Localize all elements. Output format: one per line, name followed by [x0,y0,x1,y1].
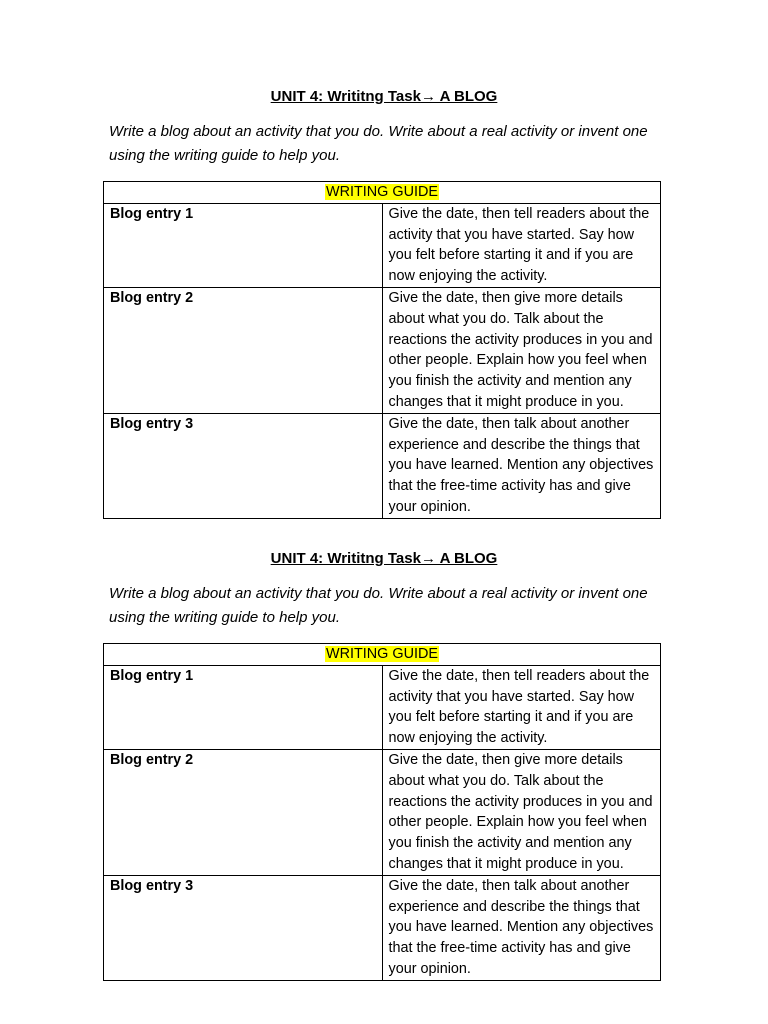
table-row [104,413,661,518]
worksheet-section-2 [0,548,768,977]
title-text: UNIT 4: Writitng Task [270,550,421,567]
blog-entry-label: Blog entry 2 [104,749,383,875]
table-header-row [104,644,661,666]
blog-entry-description: Give the date, then give more details about what you do. Talk about the reactions the activity produces in you and other people. Explain how you feel when you finish the activity and mention any changes that it might produce in you. [382,749,661,875]
writing-guide-heading: WRITING GUIDE [326,184,438,200]
worksheet-section-1 [0,86,768,515]
task-instructions: Write a blog about an activity that you do. Write about a real activity or invent one using the writing guide to help you. [109,123,648,164]
blog-entry-label: Blog entry 3 [104,413,383,518]
title-text: UNIT 4: Writitng Task [270,88,421,105]
table-header-row [104,182,661,204]
worksheet-title [0,548,768,570]
blog-entry-description: Give the date, then talk about another experience and describe the things that you have learned. Mention any objectives that the free-time activity has and give your opinion. [382,875,661,980]
title-end: A BLOG [435,550,498,567]
blog-entry-description: Give the date, then talk about another experience and describe the things that you have learned. Mention any objectives that the free-time activity has and give your opinion. [382,413,661,518]
table-header-cell [104,644,661,666]
table-row [104,875,661,980]
writing-guide-heading: WRITING GUIDE [326,646,438,662]
table-row [104,287,661,413]
blog-entry-label: Blog entry 1 [104,203,383,287]
blog-entry-label: Blog entry 1 [104,665,383,749]
table-header-cell [104,182,661,204]
title-end: A BLOG [435,88,498,105]
writing-guide-table [103,643,661,981]
writing-guide-table [103,181,661,519]
blog-entry-description: Give the date, then tell readers about the activity that you have started. Say how you felt before starting it and if you are now enjoying the activity. [382,203,661,287]
blog-entry-label: Blog entry 2 [104,287,383,413]
task-instructions: Write a blog about an activity that you do. Write about a real activity or invent one using the writing guide to help you. [109,585,648,626]
worksheet-title [0,86,768,108]
right-arrow-icon: → [420,88,436,105]
table-row [104,749,661,875]
table-row [104,665,661,749]
table-row [104,203,661,287]
blog-entry-description: Give the date, then tell readers about the activity that you have started. Say how you felt before starting it and if you are now enjoying the activity. [382,665,661,749]
right-arrow-icon: → [420,550,436,567]
blog-entry-label: Blog entry 3 [104,875,383,980]
blog-entry-description: Give the date, then give more details about what you do. Talk about the reactions the activity produces in you and other people. Explain how you feel when you finish the activity and mention any changes that it might produce in you. [382,287,661,413]
